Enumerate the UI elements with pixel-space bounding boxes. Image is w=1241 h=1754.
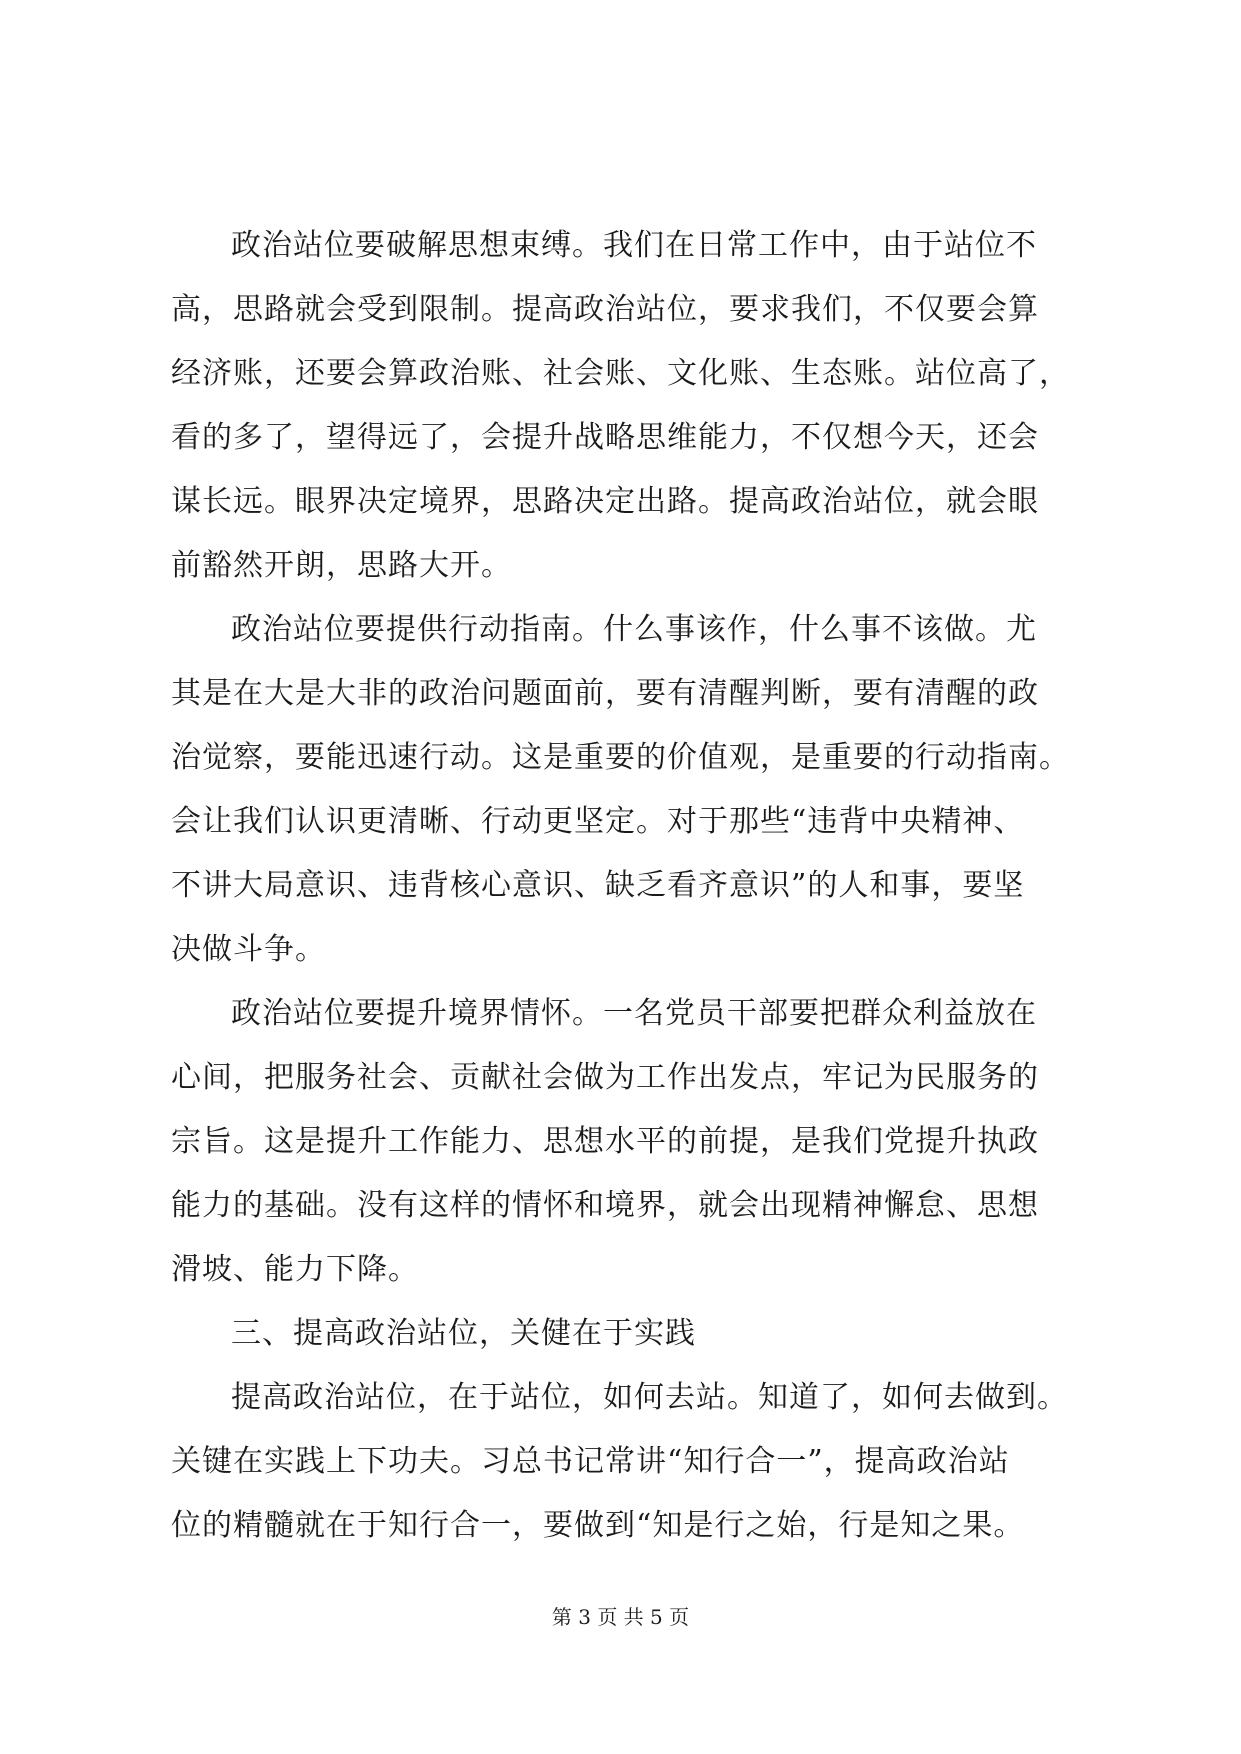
section-heading — [171, 1316, 1091, 1380]
text-line: 其是在大是大非的政治问题面前，要有清醒判断，要有清醒的政 — [171, 676, 1039, 711]
section-heading-text: 三、提高政治站位，关健在于实践 — [231, 1316, 696, 1351]
text-line: 关键在实践上下功夫。习总书记常讲“知行合一”，提高政治站 — [171, 1444, 1010, 1479]
text-line: 治觉察，要能迅速行动。这是重要的价值观，是重要的行动指南。 — [171, 740, 1070, 775]
page-number-footer: 第 3 页 共 5 页 — [551, 1605, 690, 1629]
text-line: 心间，把服务社会、贡献社会做为工作出发点，牢记为民服务的 — [171, 1060, 1039, 1095]
text-line: 宗旨。这是提升工作能力、思想水平的前提，是我们党提升执政 — [171, 1124, 1039, 1159]
document-body — [171, 228, 1091, 1572]
paragraph-5 — [171, 1380, 1091, 1572]
text-line: 决做斗争。 — [171, 932, 326, 967]
text-line: 会让我们认识更清晰、行动更坚定。对于那些“违背中央精神、 — [171, 804, 1025, 839]
text-line: 高，思路就会受到限制。提高政治站位，要求我们，不仅要会算 — [171, 292, 1039, 327]
text-line: 提高政治站位，在于站位，如何去站。知道了，如何去做到。 — [231, 1380, 1068, 1415]
text-line: 能力的基础。没有这样的情怀和境界，就会出现精神懈怠、思想 — [171, 1188, 1039, 1223]
paragraph-2 — [171, 612, 1091, 996]
text-line: 政治站位要破解思想束缚。我们在日常工作中，由于站位不 — [231, 228, 1037, 263]
text-line: 谋长远。眼界决定境界，思路决定出路。提高政治站位，就会眼 — [171, 484, 1039, 519]
text-line: 位的精髓就在于知行合一，要做到“知是行之始，行是知之果。 — [171, 1508, 1025, 1543]
text-line: 不讲大局意识、违背核心意识、缺乏看齐意识”的人和事，要坚 — [171, 868, 1025, 903]
paragraph-3 — [171, 996, 1091, 1316]
text-line: 滑坡、能力下降。 — [171, 1252, 419, 1287]
text-line: 政治站位要提升境界情怀。一名党员干部要把群众利益放在 — [231, 996, 1037, 1031]
text-line: 前豁然开朗，思路大开。 — [171, 548, 512, 583]
text-line: 看的多了，望得远了，会提升战略思维能力，不仅想今天，还会 — [171, 420, 1039, 455]
text-line: 经济账，还要会算政治账、社会账、文化账、生态账。站位高了， — [171, 356, 1070, 391]
text-line: 政治站位要提供行动指南。什么事该作，什么事不该做。尤 — [231, 612, 1037, 647]
paragraph-1 — [171, 228, 1091, 612]
